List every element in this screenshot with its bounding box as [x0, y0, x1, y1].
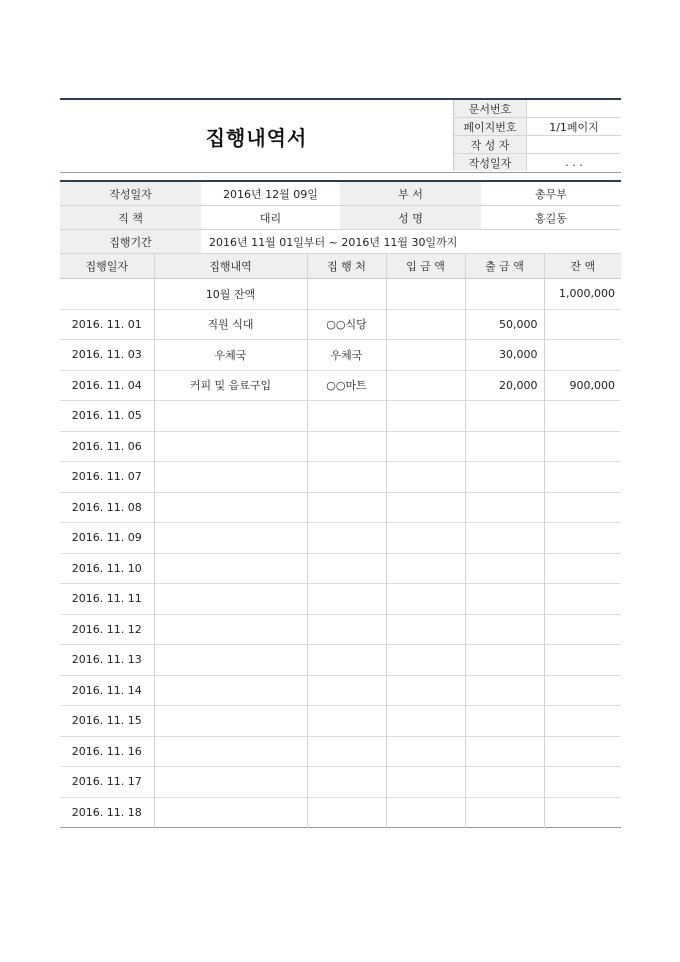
- cell-payee[interactable]: [307, 401, 386, 432]
- cell-deposit[interactable]: [386, 370, 465, 401]
- cell-description[interactable]: 커피 및 음료구입: [154, 370, 307, 401]
- cell-date[interactable]: 2016. 11. 18: [60, 797, 154, 828]
- meta-label: 작성일자: [454, 154, 527, 172]
- cell-deposit[interactable]: [386, 767, 465, 798]
- cell-payee[interactable]: [307, 706, 386, 737]
- cell-payee[interactable]: [307, 431, 386, 462]
- table-row: [60, 614, 621, 645]
- cell-deposit[interactable]: [386, 675, 465, 706]
- col-header-payee: 집 행 처: [307, 254, 386, 279]
- cell-description[interactable]: [154, 492, 307, 523]
- ledger-header-row: [60, 254, 621, 279]
- cell-balance[interactable]: [544, 340, 621, 371]
- name-label: 성 명: [340, 206, 481, 230]
- table-row: [60, 431, 621, 462]
- cell-date[interactable]: 2016. 11. 10: [60, 553, 154, 584]
- cell-withdrawal[interactable]: [465, 767, 544, 798]
- info-row: [60, 206, 621, 230]
- document-header: [60, 98, 621, 173]
- cell-balance[interactable]: [544, 645, 621, 676]
- table-row: [60, 462, 621, 493]
- cell-deposit[interactable]: [386, 309, 465, 340]
- document-meta-table: [453, 100, 621, 171]
- cell-withdrawal[interactable]: 20,000: [465, 370, 544, 401]
- cell-withdrawal[interactable]: [465, 431, 544, 462]
- cell-payee[interactable]: [307, 584, 386, 615]
- cell-description[interactable]: 우체국: [154, 340, 307, 371]
- cell-deposit[interactable]: [386, 340, 465, 371]
- cell-description[interactable]: [154, 401, 307, 432]
- cell-description[interactable]: 10월 잔액: [154, 279, 307, 310]
- cell-description[interactable]: [154, 645, 307, 676]
- cell-balance[interactable]: [544, 492, 621, 523]
- table-row: [60, 370, 621, 401]
- cell-deposit[interactable]: [386, 553, 465, 584]
- cell-description[interactable]: 직원 식대: [154, 309, 307, 340]
- cell-date[interactable]: [60, 279, 154, 310]
- table-row: [60, 279, 621, 310]
- cell-balance[interactable]: [544, 401, 621, 432]
- cell-description[interactable]: [154, 523, 307, 554]
- col-header-balance: 잔 액: [544, 254, 621, 279]
- cell-date[interactable]: 2016. 11. 07: [60, 462, 154, 493]
- cell-payee[interactable]: 우체국: [307, 340, 386, 371]
- col-header-date: 집행일자: [60, 254, 154, 279]
- cell-date[interactable]: 2016. 11. 14: [60, 675, 154, 706]
- cell-balance[interactable]: [544, 462, 621, 493]
- cell-balance[interactable]: [544, 706, 621, 737]
- cell-description[interactable]: [154, 797, 307, 828]
- table-row: [60, 523, 621, 554]
- cell-payee[interactable]: [307, 797, 386, 828]
- table-row: [60, 401, 621, 432]
- cell-balance[interactable]: [544, 431, 621, 462]
- col-header-deposit: 입 금 액: [386, 254, 465, 279]
- meta-label: 문서번호: [454, 100, 527, 118]
- meta-value[interactable]: . . .: [527, 154, 622, 172]
- created-date-value[interactable]: 2016년 12월 09일: [201, 181, 340, 206]
- cell-description[interactable]: [154, 584, 307, 615]
- cell-withdrawal[interactable]: [465, 736, 544, 767]
- cell-payee[interactable]: [307, 767, 386, 798]
- cell-balance[interactable]: [544, 675, 621, 706]
- cell-deposit[interactable]: [386, 462, 465, 493]
- cell-payee[interactable]: [307, 736, 386, 767]
- cell-deposit[interactable]: [386, 401, 465, 432]
- cell-withdrawal[interactable]: 50,000: [465, 309, 544, 340]
- position-label: 직 책: [60, 206, 201, 230]
- cell-date[interactable]: 2016. 11. 16: [60, 736, 154, 767]
- cell-deposit[interactable]: [386, 431, 465, 462]
- meta-value[interactable]: [527, 136, 622, 154]
- cell-deposit[interactable]: [386, 614, 465, 645]
- meta-value[interactable]: 1/1페이지: [527, 118, 622, 136]
- meta-label: 페이지번호: [454, 118, 527, 136]
- cell-balance[interactable]: [544, 584, 621, 615]
- cell-description[interactable]: [154, 553, 307, 584]
- cell-payee[interactable]: [307, 553, 386, 584]
- department-value[interactable]: 총무부: [481, 181, 621, 206]
- cell-withdrawal[interactable]: [465, 706, 544, 737]
- cell-payee[interactable]: [307, 675, 386, 706]
- col-header-withdrawal: 출 금 액: [465, 254, 544, 279]
- period-value[interactable]: 2016년 11월 01일부터 ~ 2016년 11월 30일까지: [201, 230, 621, 254]
- meta-row-created-date: [454, 154, 622, 172]
- cell-description[interactable]: [154, 767, 307, 798]
- cell-withdrawal[interactable]: 30,000: [465, 340, 544, 371]
- cell-payee[interactable]: [307, 645, 386, 676]
- table-row: [60, 309, 621, 340]
- cell-deposit[interactable]: [386, 523, 465, 554]
- cell-date[interactable]: 2016. 11. 06: [60, 431, 154, 462]
- table-row: [60, 706, 621, 737]
- cell-date[interactable]: 2016. 11. 12: [60, 614, 154, 645]
- table-row: [60, 553, 621, 584]
- table-row: [60, 675, 621, 706]
- cell-balance[interactable]: [544, 797, 621, 828]
- cell-deposit[interactable]: [386, 706, 465, 737]
- cell-deposit[interactable]: [386, 492, 465, 523]
- name-value[interactable]: 홍길동: [481, 206, 621, 230]
- cell-description[interactable]: [154, 706, 307, 737]
- cell-deposit[interactable]: [386, 584, 465, 615]
- cell-date[interactable]: 2016. 11. 15: [60, 706, 154, 737]
- meta-value[interactable]: [527, 100, 622, 118]
- created-date-label: 작성일자: [60, 181, 201, 206]
- info-row: [60, 230, 621, 254]
- cell-balance[interactable]: [544, 553, 621, 584]
- cell-withdrawal[interactable]: [465, 614, 544, 645]
- cell-payee[interactable]: [307, 614, 386, 645]
- meta-row-page-number: [454, 118, 622, 136]
- cell-date[interactable]: 2016. 11. 09: [60, 523, 154, 554]
- cell-description[interactable]: [154, 462, 307, 493]
- table-row: [60, 736, 621, 767]
- cell-withdrawal[interactable]: [465, 675, 544, 706]
- cell-deposit[interactable]: [386, 736, 465, 767]
- cell-balance[interactable]: [544, 767, 621, 798]
- cell-description[interactable]: [154, 675, 307, 706]
- cell-payee[interactable]: [307, 279, 386, 310]
- position-value[interactable]: 대리: [201, 206, 340, 230]
- cell-payee[interactable]: ○○마트: [307, 370, 386, 401]
- cell-withdrawal[interactable]: [465, 797, 544, 828]
- meta-label: 작 성 자: [454, 136, 527, 154]
- ledger-table: [60, 254, 621, 828]
- cell-description[interactable]: [154, 736, 307, 767]
- cell-payee[interactable]: ○○식당: [307, 309, 386, 340]
- cell-date[interactable]: 2016. 11. 01: [60, 309, 154, 340]
- cell-withdrawal[interactable]: [465, 492, 544, 523]
- cell-balance[interactable]: [544, 309, 621, 340]
- cell-balance[interactable]: [544, 523, 621, 554]
- cell-payee[interactable]: [307, 492, 386, 523]
- cell-deposit[interactable]: [386, 645, 465, 676]
- table-row: [60, 492, 621, 523]
- cell-date[interactable]: 2016. 11. 05: [60, 401, 154, 432]
- cell-balance[interactable]: [544, 614, 621, 645]
- table-row: [60, 584, 621, 615]
- cell-withdrawal[interactable]: [465, 584, 544, 615]
- cell-balance[interactable]: [544, 736, 621, 767]
- info-table: [60, 180, 621, 254]
- period-label: 집행기간: [60, 230, 201, 254]
- cell-withdrawal[interactable]: [465, 401, 544, 432]
- cell-date[interactable]: 2016. 11. 13: [60, 645, 154, 676]
- cell-date[interactable]: 2016. 11. 08: [60, 492, 154, 523]
- table-row: [60, 340, 621, 371]
- cell-withdrawal[interactable]: [465, 462, 544, 493]
- meta-row-doc-number: [454, 100, 622, 118]
- cell-withdrawal[interactable]: [465, 645, 544, 676]
- cell-withdrawal[interactable]: [465, 279, 544, 310]
- document-title: 집행내역서: [205, 125, 308, 150]
- cell-withdrawal[interactable]: [465, 523, 544, 554]
- cell-date[interactable]: 2016. 11. 17: [60, 767, 154, 798]
- cell-withdrawal[interactable]: [465, 553, 544, 584]
- cell-description[interactable]: [154, 614, 307, 645]
- table-row: [60, 645, 621, 676]
- cell-date[interactable]: 2016. 11. 11: [60, 584, 154, 615]
- department-label: 부 서: [340, 181, 481, 206]
- col-header-description: 집행내역: [154, 254, 307, 279]
- cell-balance[interactable]: 900,000: [544, 370, 621, 401]
- cell-deposit[interactable]: [386, 797, 465, 828]
- table-row: [60, 767, 621, 798]
- cell-date[interactable]: 2016. 11. 04: [60, 370, 154, 401]
- meta-row-author: [454, 136, 622, 154]
- table-row: [60, 797, 621, 828]
- ledger-body: [60, 279, 621, 828]
- cell-date[interactable]: 2016. 11. 03: [60, 340, 154, 371]
- cell-description[interactable]: [154, 431, 307, 462]
- cell-payee[interactable]: [307, 462, 386, 493]
- cell-deposit[interactable]: [386, 279, 465, 310]
- info-row: [60, 181, 621, 206]
- cell-payee[interactable]: [307, 523, 386, 554]
- cell-balance[interactable]: 1,000,000: [544, 279, 621, 310]
